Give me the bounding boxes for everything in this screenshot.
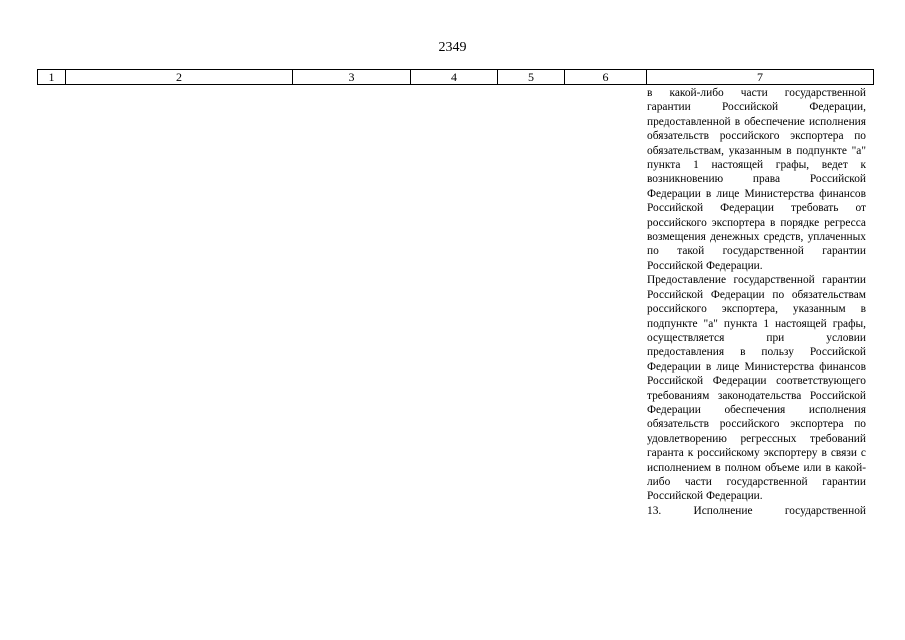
continuation-table-wrapper	[37, 69, 869, 85]
column-7-paragraph-2: Предоставление государственной гарантии Российской Федерации по обязательствам российского экспортера, указанным в подпункте "а" пункта 1 настоящей графы, осуществляется при условии предоставления в пользу Российской Федерации в лице Министерства финансов Российской Федерации соответствующего требованиям законодательства Российской Федерации обеспечения исполнения обязательств российского экспортера по удовлетворению регрессных требований гаранта к российскому экспортеру в связи с исполнением в полном объеме или в какой-либо части государственной гарантии Российской Федерации.	[647, 274, 866, 503]
column-header-6: 6	[565, 70, 647, 85]
column-header-5: 5	[498, 70, 565, 85]
column-7-text	[647, 86, 866, 518]
column-header-4: 4	[411, 70, 498, 85]
column-header-2: 2	[66, 70, 293, 85]
column-header-3: 3	[293, 70, 411, 85]
column-7-paragraph-3: 13. Исполнение государственной	[647, 504, 866, 517]
column-header-1: 1	[38, 70, 66, 85]
continuation-table	[37, 69, 874, 85]
column-header-7: 7	[647, 70, 874, 85]
column-number-header-row	[38, 70, 874, 85]
column-7-paragraph-1: в какой-либо части государственной гарантии Российской Федерации, предоставленной в обеспечение исполнения обязательств российского экспортера по обязательствам, указанным в подпункте "а" пункта 1 настоящей графы, ведет к возникновению права Российской Федерации в лице Министерства финансов Российской Федерации требовать от российского экспортера в порядке регресса возмещения денежных средств, уплаченных по такой государственной гарантии Российской Федерации.	[647, 87, 866, 272]
page-number: 2349	[438, 40, 467, 55]
